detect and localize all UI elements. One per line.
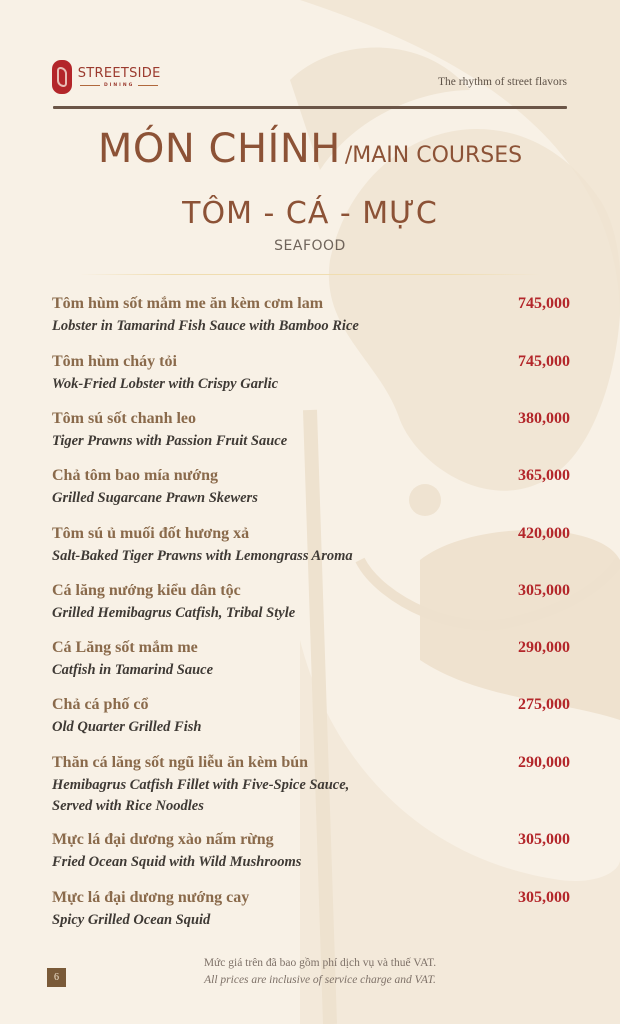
- item-name-en: Hemibagrus Catfish Fillet with Five-Spice Sauce,: [52, 777, 350, 793]
- item-name-en-line2: Served with Rice Noodles: [52, 798, 204, 814]
- menu-item: [52, 466, 572, 509]
- menu-item: [52, 888, 572, 931]
- item-name-en: Lobster in Tamarind Fish Sauce with Bamboo Rice: [52, 318, 359, 334]
- menu-item: [52, 524, 572, 567]
- item-price: 305,000: [518, 889, 570, 906]
- item-name-en: Catfish in Tamarind Sauce: [52, 662, 214, 678]
- header-divider: [53, 106, 567, 109]
- footer-note-en: All prices are inclusive of service charge and VAT.: [204, 974, 436, 986]
- item-price: 290,000: [518, 639, 570, 656]
- menu-item: [52, 409, 572, 452]
- brand-name: STREETSIDE: [77, 65, 161, 81]
- menu-item: [52, 695, 572, 738]
- item-name-vi: Tôm hùm cháy tỏi: [52, 353, 177, 370]
- menu-item: [52, 830, 572, 873]
- footer-note-vi: Mức giá trên đã bao gồm phí dịch vụ và thuế VAT.: [203, 957, 437, 969]
- item-name-vi: Mực lá đại dương xào nấm rừng: [52, 831, 274, 848]
- menu-item: [52, 352, 572, 395]
- item-price: 380,000: [518, 410, 570, 427]
- page-title: [0, 126, 620, 172]
- item-name-vi: Tôm sú sốt chanh leo: [52, 410, 197, 427]
- menu-item: [52, 638, 572, 681]
- brand-logo: [52, 60, 162, 94]
- menu-item: [52, 294, 572, 337]
- title-english: /MAIN COURSES: [344, 143, 523, 168]
- item-price: 365,000: [518, 467, 570, 484]
- item-name-vi: Chả cá phố cổ: [52, 696, 149, 713]
- item-price: 275,000: [518, 696, 570, 713]
- item-name-en: Grilled Hemibagrus Catfish, Tribal Style: [52, 605, 296, 621]
- page-number: 6: [47, 968, 66, 987]
- item-price: 305,000: [518, 582, 570, 599]
- item-price: 420,000: [518, 525, 570, 542]
- brand-subtitle: DINING: [76, 83, 162, 88]
- item-name-en: Grilled Sugarcane Prawn Skewers: [52, 490, 258, 506]
- item-price: 305,000: [518, 831, 570, 848]
- logo-emblem-icon: [52, 60, 72, 94]
- item-price: 290,000: [518, 754, 570, 771]
- tagline: The rhythm of street flavors: [437, 76, 567, 88]
- item-price: 745,000: [518, 295, 570, 312]
- section-title: TÔM - CÁ - MỰC: [182, 196, 438, 231]
- item-name-en: Fried Ocean Squid with Wild Mushrooms: [52, 854, 302, 870]
- item-name-en: Tiger Prawns with Passion Fruit Sauce: [52, 433, 288, 449]
- title-vietnamese: MÓN CHÍNH: [97, 126, 341, 172]
- item-name-vi: Tôm sú ủ muối đốt hương xả: [52, 525, 250, 542]
- item-name-vi: Thăn cá lăng sốt ngũ liễu ăn kèm bún: [52, 754, 309, 771]
- item-name-en: Wok-Fried Lobster with Crispy Garlic: [52, 376, 279, 392]
- item-name-vi: Chả tôm bao mía nướng: [52, 467, 219, 484]
- item-name-vi: Cá Lăng sốt mắm me: [52, 639, 198, 656]
- item-name-en: Spicy Grilled Ocean Squid: [52, 912, 211, 928]
- section-subtitle: SEAFOOD: [274, 238, 346, 254]
- item-name-en: Salt-Baked Tiger Prawns with Lemongrass Aroma: [52, 548, 353, 564]
- item-price: 745,000: [518, 353, 570, 370]
- item-name-vi: Cá lăng nướng kiểu dân tộc: [52, 582, 241, 599]
- item-name-en: Old Quarter Grilled Fish: [52, 719, 202, 735]
- item-name-vi: Tôm hùm sốt mắm me ăn kèm cơm lam: [52, 295, 324, 312]
- menu-item: [52, 753, 572, 817]
- section-divider: [80, 274, 540, 275]
- menu-item: [52, 581, 572, 624]
- item-name-vi: Mực lá đại dương nướng cay: [52, 889, 250, 906]
